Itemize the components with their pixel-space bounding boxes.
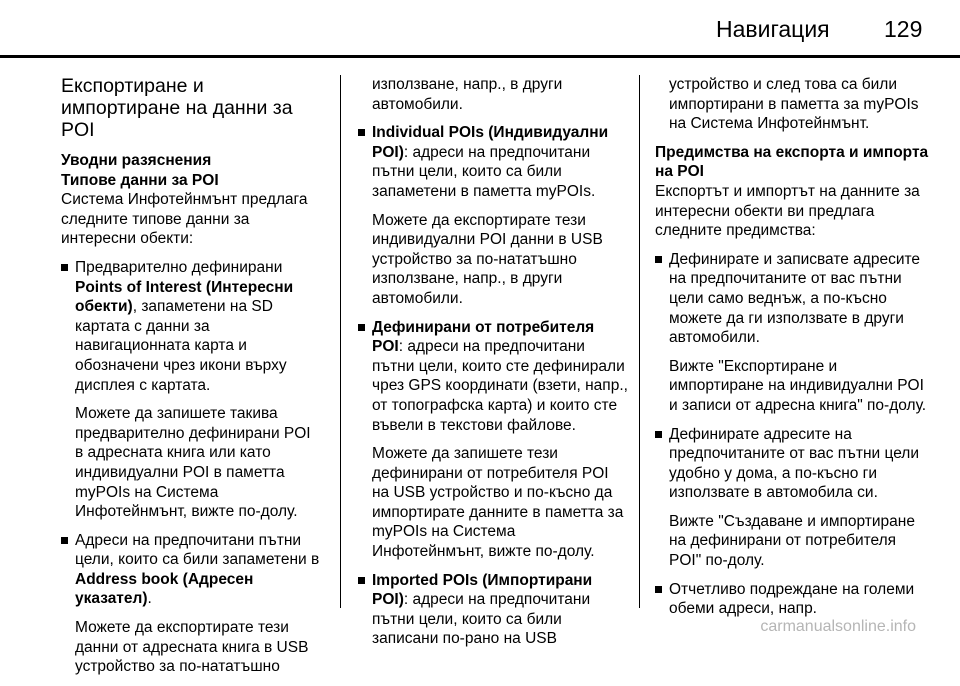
list-item [61,258,323,395]
column-divider [639,75,640,608]
list-item [358,318,629,436]
bullet-icon [655,431,662,438]
watermark: carmanualsonline.info [760,618,916,635]
list-paragraph: Вижте "Създаване и импортиране на дефинирани от потребителя POI" по-долу. [669,512,915,570]
column-divider [340,75,341,608]
list-text: Предварително дефинирани [75,258,283,276]
list-item [61,531,323,609]
list-item [655,425,930,503]
list-text: Дефинирате и записвате адресите на предпочитаните от вас пътни цели само веднъж, а по-късно можете да ги използвате в други автомобили. [669,250,921,347]
subheading: Предимства на експорта и импорта на POI [655,143,929,181]
section-title: Навигация [716,16,830,42]
list-item [358,123,629,201]
list-text: , запаметени на SD картата с данни за навигационната карта и обозначени чрез икони върху дисплея с картата. [75,298,287,394]
list-item [358,571,629,649]
list-text: Дефинирате адресите на предпочитаните от вас пътни цели удобно у дома, а по-късно ги използвате в автомобила си. [669,425,919,502]
header-rule [0,55,960,58]
list-paragraph: Вижте "Експортиране и импортиране на индивидуални POI и записи от адресна книга" по-долу. [669,357,927,414]
list-item [655,580,930,619]
column-1 [61,75,323,686]
list-term: Points of Interest (Интересни обекти) [75,278,294,316]
list-term: Individual POIs (Индивидуални POI) [372,124,609,161]
list-term: Imported POIs (Импортирани POI) [372,571,593,609]
bullet-icon [655,256,662,263]
bullet-icon [61,264,68,271]
bullet-icon [61,537,68,544]
list-item [655,250,930,348]
subheading: Типове данни за POI [61,171,219,189]
list-paragraph: устройство и след това са били импортирани в паметта за myPOIs на Система Инфотейнмънт. [669,76,919,133]
list-text: : адреси на предпочитани пътни цели, които сте дефинирали чрез GPS координати (взети, напр., от топографска карта) и които сте въвели в текстови файлове. [372,338,628,434]
paragraph: Експортът и импортът на данните за интересни обекти ви предлага следните предимства: [655,182,920,240]
bullet-icon [655,586,662,593]
bullet-icon [358,129,365,136]
list-paragraph: използване, напр., в други автомобили. [372,76,563,113]
bullet-icon [358,577,365,584]
list-term: Дефинирани от потребителя POI [372,318,595,356]
list-text: : адреси на предпочитани пътни цели, които са били записани по-рано на USB [372,591,591,648]
list-paragraph: Можете да експортирате тези индивидуални POI данни в USB устройство за по-нататъшно използване, напр., в други автомобили. [372,211,603,307]
list-text: : адреси на предпочитани пътни цели, които са били запаметени в паметта myPOIs. [372,143,596,200]
page-number: 129 [884,16,923,42]
list-term: Address book (Адресен указател) [75,570,254,608]
list-paragraph: Можете да запишете тези дефинирани от потребителя POI на USB устройство и по-късно да импортирате данните в паметта за myPOIs на Система Инфотейнмънт, вижте по-долу. [372,445,624,561]
list-text: Адреси на предпочитани пътни цели, които са били запаметени в [75,531,320,569]
list-paragraph: Можете да запишете такива предварително дефинирани POI в адресната книга или като индивидуални POI в паметта myPOIs на Система Инфотейнмънт, вижте по-долу. [75,405,311,521]
column-3 [655,75,930,628]
list-text: . [147,590,152,608]
list-paragraph: Можете да експортирате тези данни от адресната книга в USB устройство за по-нататъшно [75,619,309,676]
bullet-icon [358,324,365,331]
subheading: Уводни разяснения [61,152,212,169]
page-header [0,0,960,58]
column-2 [358,75,629,658]
list-text: Отчетливо подреждане на големи обеми адреси, напр. [669,580,915,618]
paragraph: Система Инфотейнмънт предлага следните типове данни за интересни обекти: [61,191,308,248]
main-heading: Експортиране и импортиране на данни за POI [61,75,293,141]
